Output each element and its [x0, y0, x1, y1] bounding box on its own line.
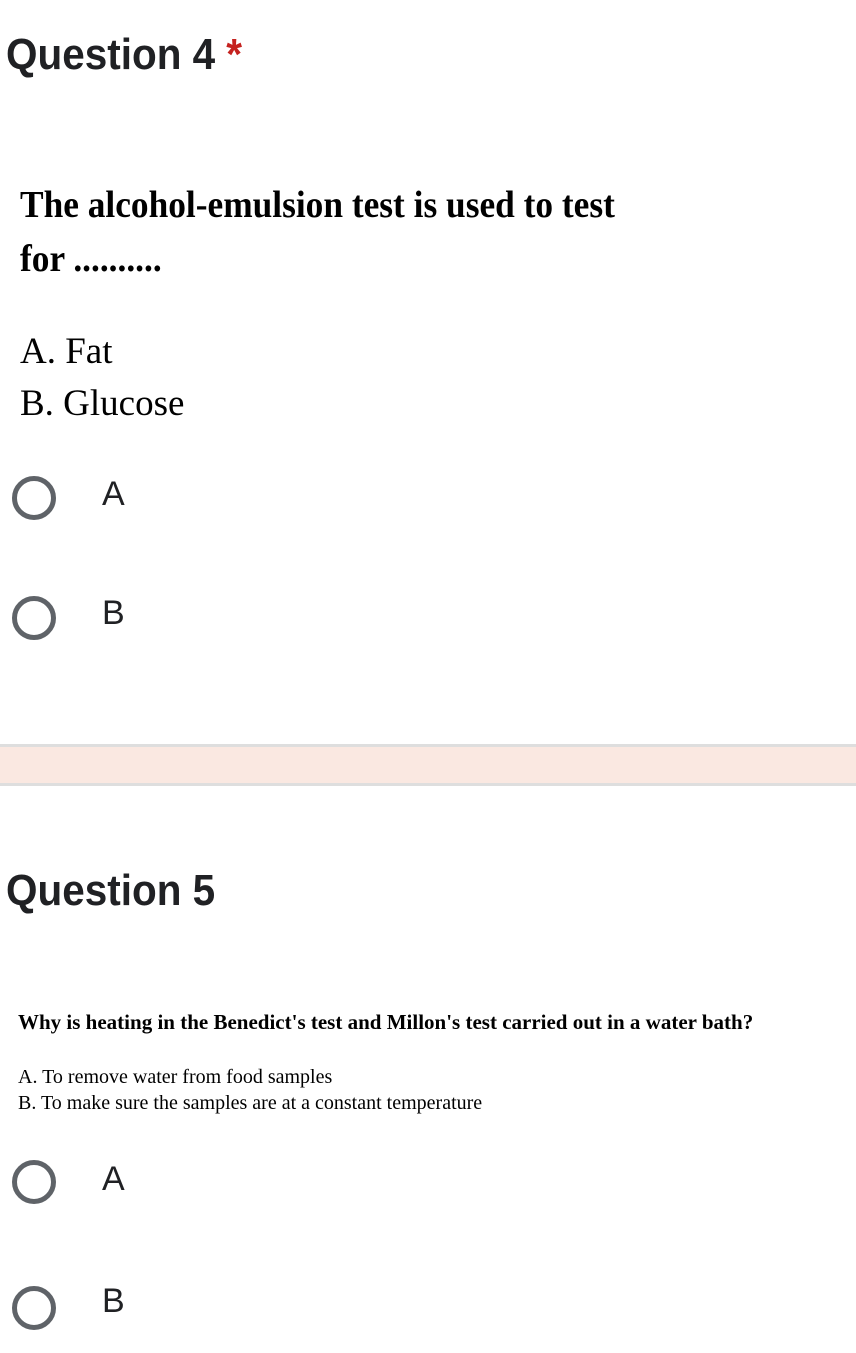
option-text: B. To make sure the samples are at a constant temperature: [18, 1092, 483, 1114]
radio-q4-b[interactable]: [12, 596, 56, 640]
radio-label-q4-b[interactable]: B: [102, 594, 125, 632]
option-text: A. Fat: [20, 331, 113, 372]
radio-label-q4-a[interactable]: A: [102, 475, 125, 513]
radio-q5-a[interactable]: [12, 1160, 56, 1204]
question-4-options-text: [20, 326, 184, 430]
radio-label-q5-a[interactable]: A: [102, 1160, 125, 1198]
question-4-title: [6, 30, 242, 80]
option-text: A. To remove water from food samples: [18, 1066, 333, 1088]
question-5-title: Question 5: [6, 866, 216, 915]
radio-q5-b[interactable]: [12, 1286, 56, 1330]
question-title-text: Question 4: [6, 30, 216, 79]
option-text: B. Glucose: [20, 383, 185, 424]
radio-q4-a[interactable]: [12, 476, 56, 520]
radio-label-q5-b[interactable]: B: [102, 1282, 125, 1320]
question-5-options-text: [18, 1064, 482, 1116]
required-asterisk: *: [226, 30, 242, 79]
prompt-line: for ..........: [20, 238, 162, 280]
section-divider: [0, 744, 856, 786]
question-5-prompt: Why is heating in the Benedict's test and Millon's test carried out in a water bath?: [18, 1010, 754, 1034]
prompt-line: The alcohol-emulsion test is used to test: [20, 184, 615, 226]
question-4-prompt: [20, 178, 615, 286]
